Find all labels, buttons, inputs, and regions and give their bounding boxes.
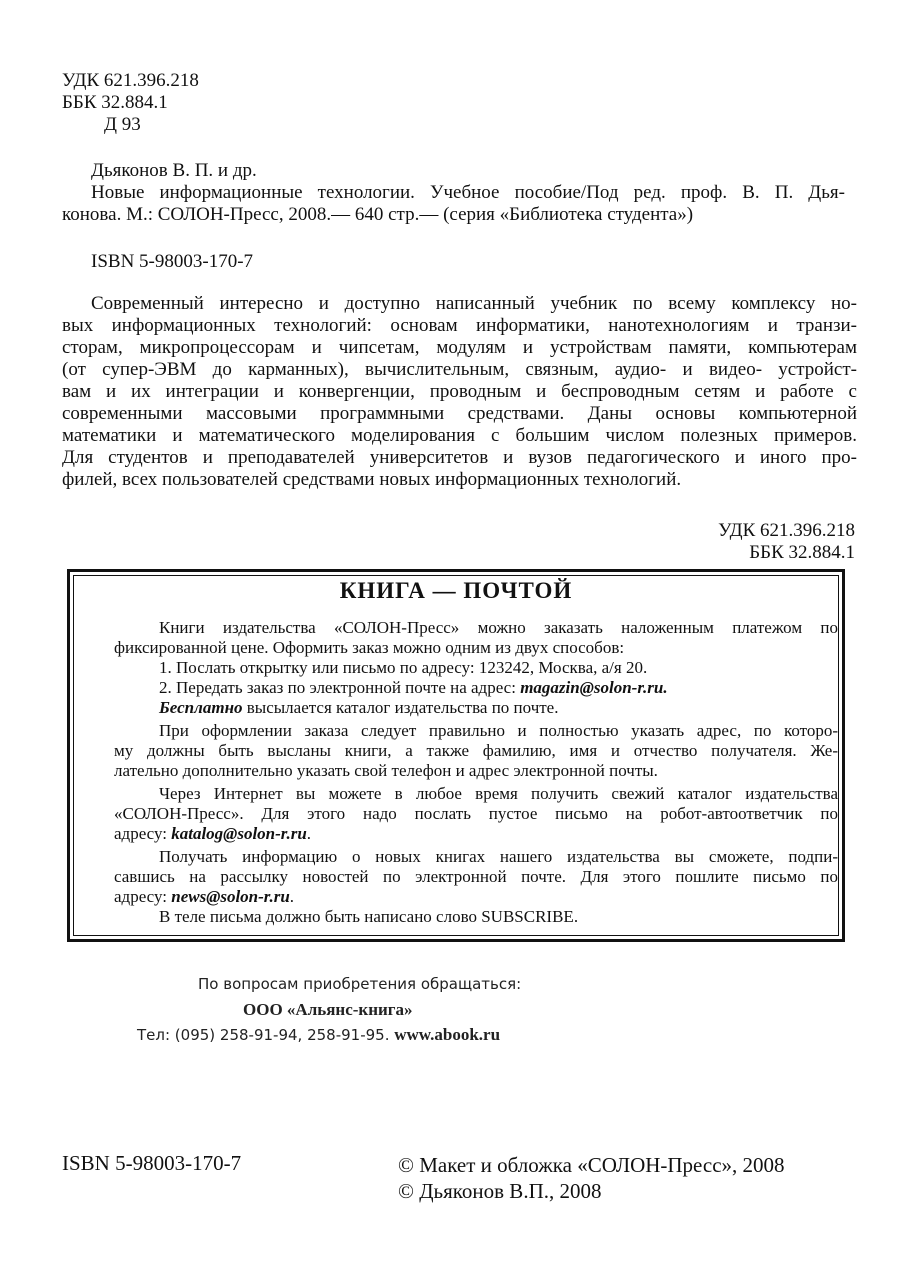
bibliographic-record	[62, 160, 845, 226]
isbn-top: ISBN 5-98003-170-7	[91, 251, 254, 272]
mail-order-option-2	[114, 678, 838, 698]
contacts-intro: По вопросам приобретения обращаться:	[198, 975, 522, 993]
mail-order-text: савшись на рассылку новостей по электронной почте. Для этого пошлите письмо по	[114, 867, 838, 886]
option-2-text: 2. Передать заказ по электронной почте на адрес:	[159, 678, 521, 697]
mail-order-text: Книги издательства «СОЛОН-Пресс» можно заказать наложенным платежом по	[159, 618, 838, 637]
mail-order-text: При оформлении заказа следует правильно и полностью указать адрес, по которо-	[159, 721, 838, 740]
news-email-link[interactable]: news@solon-r.ru	[171, 887, 290, 906]
isbn-bottom: ISBN 5-98003-170-7	[62, 1151, 242, 1175]
bbk-code-right: ББК 32.884.1	[749, 542, 855, 563]
abstract-line: математики и математического моделирования с большим числом полезных примеров.	[62, 425, 857, 446]
classification-codes	[62, 70, 199, 136]
mail-order-text: «СОЛОН-Пресс». Для этого надо послать пустое письмо на робот-автоответчик по	[114, 804, 838, 823]
mail-order-text: лательно дополнительно указать свой телефон и адрес электронной почты.	[114, 761, 658, 780]
mail-order-text: фиксированной цене. Оформить заказ можно одним из двух способов:	[114, 638, 625, 657]
udk-code: УДК 621.396.218	[62, 70, 199, 91]
udk-code-right: УДК 621.396.218	[718, 520, 855, 541]
abook-site-link[interactable]: www.abook.ru	[394, 1025, 501, 1044]
author-line: Дьяконов В. П. и др.	[91, 160, 257, 181]
mail-order-box	[67, 569, 845, 942]
catalog-address-prefix: адресу:	[114, 824, 172, 843]
contacts-phone: Тел: (095) 258-91-94, 258-91-95.	[137, 1026, 395, 1044]
copyright-author: © Дьяконов В.П., 2008	[398, 1179, 602, 1203]
abstract-line: вам и их интеграции и конвергенции, проводным и беспроводным сетям и работе с	[62, 381, 857, 402]
news-address-line	[114, 887, 838, 907]
abstract-line: сторам, микропроцессорам и чипсетам, модулям и устройствам памяти, компьютерам	[62, 337, 857, 358]
mail-order-option-1: 1. Послать открытку или письмо по адресу: 123242, Москва, а/я 20.	[159, 658, 648, 677]
free-line-rest: высылается каталог издательства по почте.	[242, 698, 559, 717]
abstract-line: (от супер-ЭВМ до карманных), вычислительным, связным, аудио- и видео- устройст-	[62, 359, 857, 380]
bbk-code: ББК 32.884.1	[62, 92, 168, 113]
abstract-line: филей, всех пользователей средствами новых информационных технологий.	[62, 469, 682, 490]
catalog-free-line	[114, 698, 838, 718]
abstract-line: Современный интересно и доступно написанный учебник по всему комплексу но-	[91, 293, 857, 314]
mail-order-text: Через Интернет вы можете в любое время получить свежий каталог издательства	[159, 784, 838, 803]
abstract-line: современными массовыми программными средствами. Даны основы компьютерной	[62, 403, 857, 424]
copyright-block	[398, 1152, 785, 1204]
mail-order-text: му должны быть высланы книги, а также фамилию, имя и отчество получателя. Же-	[114, 741, 838, 760]
news-address-period: .	[289, 887, 295, 906]
contacts-company: ООО «Альянс-книга»	[243, 1000, 413, 1019]
catalog-address-period: .	[306, 824, 312, 843]
title-line-2: конова. М.: СОЛОН-Пресс, 2008.— 640 стр.— (серия «Библиотека студента»)	[62, 204, 694, 225]
magazin-email-link[interactable]: magazin@solon-r.ru	[520, 678, 664, 697]
author-mark: Д 93	[104, 114, 141, 135]
contacts-phone-line	[137, 1025, 500, 1045]
option-2-period: .	[663, 678, 668, 697]
mail-order-title: КНИГА — ПОЧТОЙ	[339, 578, 573, 603]
title-line-1: Новые информационные технологии. Учебное пособие/Под ред. проф. В. П. Дья-	[91, 182, 845, 203]
katalog-email-link[interactable]: katalog@solon-r.ru	[171, 824, 307, 843]
news-address-prefix: адресу:	[114, 887, 172, 906]
subscribe-line: В теле письма должно быть написано слово SUBSCRIBE.	[159, 907, 579, 926]
classification-codes-right	[718, 520, 855, 564]
catalog-address-line	[114, 824, 838, 844]
abstract	[62, 293, 857, 491]
free-word: Бесплатно	[159, 698, 243, 717]
abstract-line: Для студентов и преподавателей университетов и вузов педагогического и иного про-	[62, 447, 857, 468]
copyright-layout: © Макет и обложка «СОЛОН-Пресс», 2008	[398, 1153, 785, 1177]
mail-order-text: Получать информацию о новых книгах нашего издательства вы сможете, подпи-	[159, 847, 838, 866]
mail-order-body	[114, 618, 838, 927]
abstract-line: вых информационных технологий: основам информатики, нанотехнологиям и транзи-	[62, 315, 857, 336]
